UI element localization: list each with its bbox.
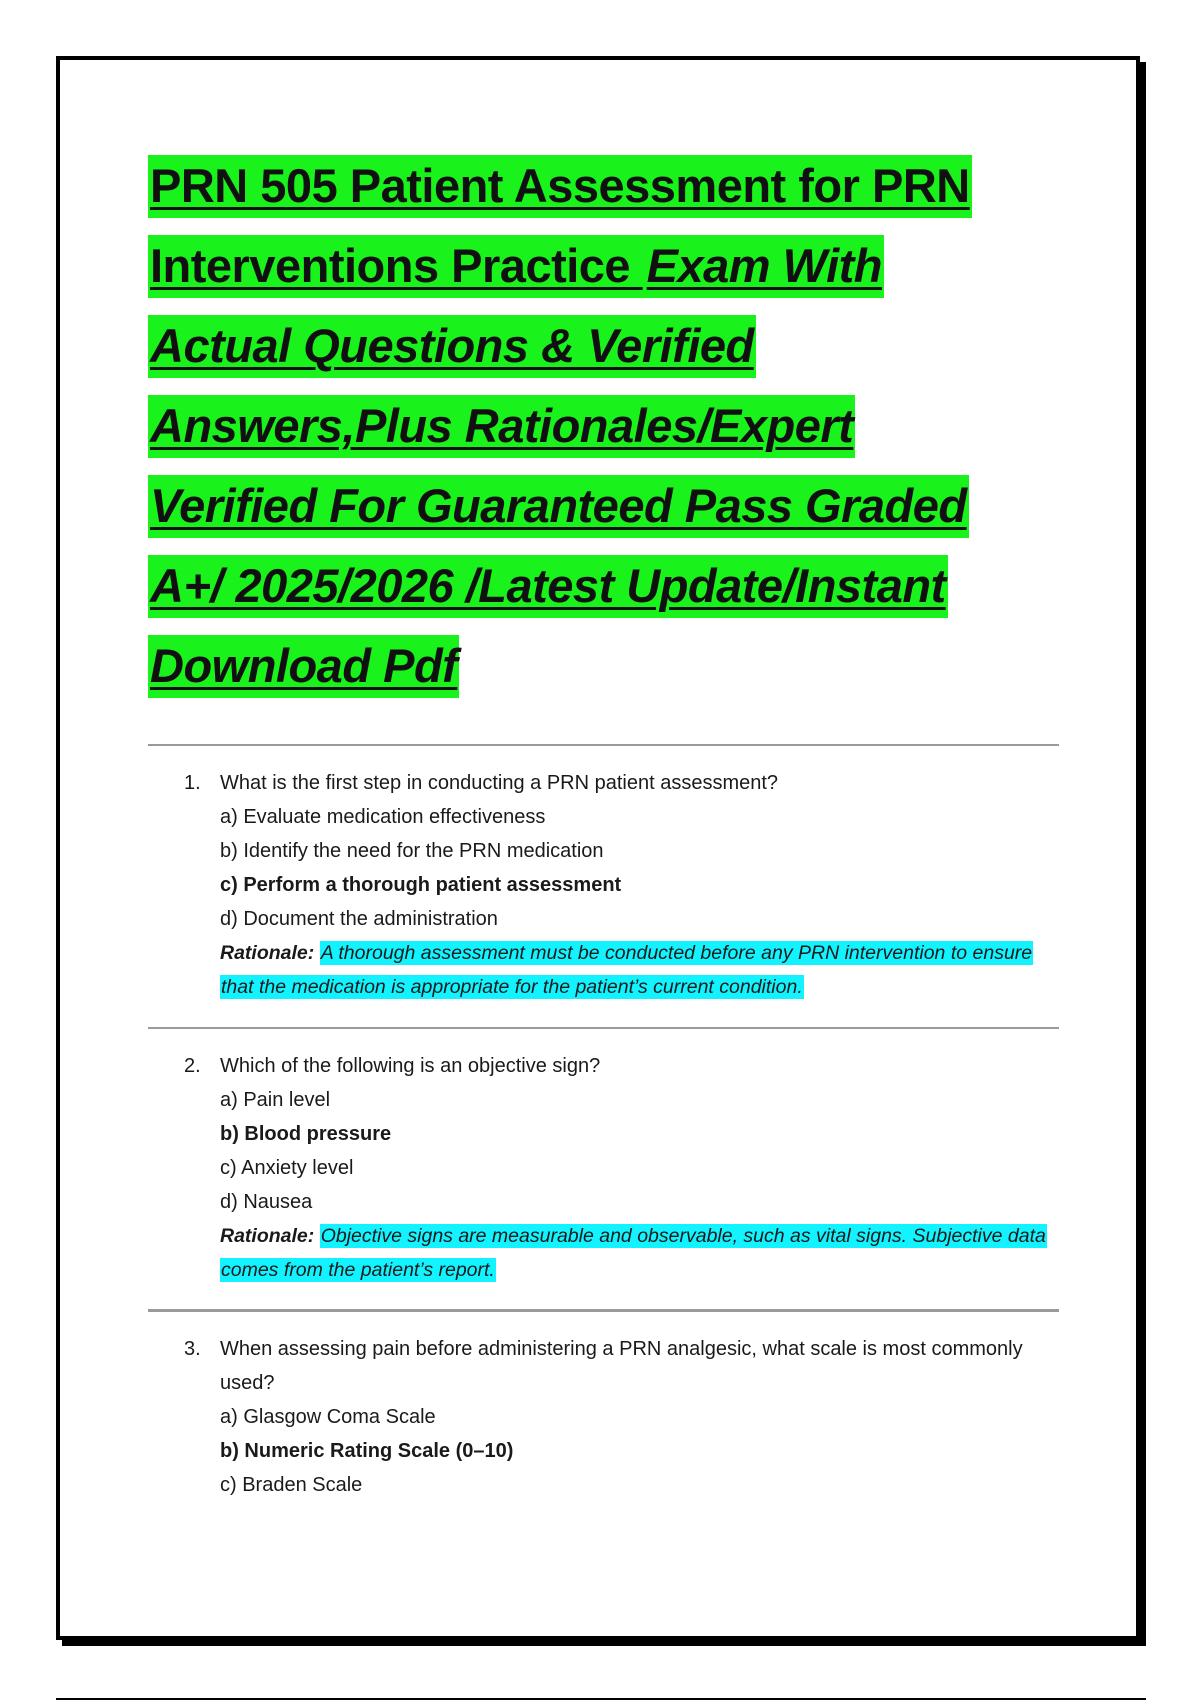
question-text: What is the first step in conducting a PRN patient assessment? xyxy=(220,772,779,794)
question-number: 3. xyxy=(184,1338,201,1360)
title-line xyxy=(148,386,1068,466)
rationale-label: Rationale: xyxy=(220,1225,315,1247)
title-line xyxy=(148,626,1068,706)
question-number: 2. xyxy=(184,1055,201,1077)
title-text: Actual Questions & Verified xyxy=(148,315,756,378)
title-text: PRN 505 Patient Assessment for PRN xyxy=(148,155,972,218)
answer-option: a) Glasgow Coma Scale xyxy=(220,1406,436,1428)
title-text: Verified For Guaranteed Pass Graded xyxy=(148,475,969,538)
question-1 xyxy=(148,766,1068,1004)
question-stem xyxy=(148,1049,1068,1083)
section-divider xyxy=(148,744,1059,746)
title-line xyxy=(148,226,1068,306)
rationale-text: Objective signs are measurable and observable, such as vital signs. Subjective data comes from the patient’s report. xyxy=(221,1225,1046,1281)
question-stem xyxy=(148,766,1068,800)
question-text: When assessing pain before administering a PRN analgesic, what scale is most commonly used? xyxy=(220,1338,1023,1394)
question-2 xyxy=(148,1049,1068,1287)
title-line xyxy=(148,306,1068,386)
document-page xyxy=(56,56,1140,1640)
answer-option: a) Evaluate medication effectiveness xyxy=(220,806,546,828)
section-divider xyxy=(148,1027,1059,1029)
title-text: Interventions Practice xyxy=(148,235,645,298)
rationale-text: A thorough assessment must be conducted before any PRN intervention to ensure that the medication is appropriate for the patient’s current condition. xyxy=(221,942,1033,998)
title-text: A+/ 2025/2026 /Latest Update/Instant xyxy=(148,555,948,618)
correct-answer-option: b) Numeric Rating Scale (0–10) xyxy=(220,1440,514,1462)
correct-answer-option: c) Perform a thorough patient assessment xyxy=(220,874,622,896)
rationale xyxy=(148,936,1068,1004)
title-text: Download Pdf xyxy=(148,635,459,698)
answer-option: c) Braden Scale xyxy=(220,1474,363,1496)
answer-option: b) Identify the need for the PRN medication xyxy=(220,840,604,862)
answer-option: d) Nausea xyxy=(220,1191,313,1213)
answer-option: c) Anxiety level xyxy=(220,1157,354,1179)
answer-option: d) Document the administration xyxy=(220,908,498,930)
correct-answer-option: b) Blood pressure xyxy=(220,1123,392,1145)
question-text: Which of the following is an objective sign? xyxy=(220,1055,601,1077)
question-3 xyxy=(148,1332,1068,1502)
answer-option: a) Pain level xyxy=(220,1089,331,1111)
title-text: Exam With xyxy=(645,235,884,298)
rationale-label: Rationale: xyxy=(220,942,315,964)
question-stem xyxy=(148,1332,1068,1400)
rationale xyxy=(148,1219,1068,1287)
title-text: Answers,Plus Rationales/Expert xyxy=(148,395,855,458)
title-line xyxy=(148,546,1068,626)
question-number: 1. xyxy=(184,772,201,794)
section-divider xyxy=(148,1309,1059,1312)
document-title xyxy=(148,146,1068,706)
title-line xyxy=(148,466,1068,546)
title-line xyxy=(148,146,1068,226)
